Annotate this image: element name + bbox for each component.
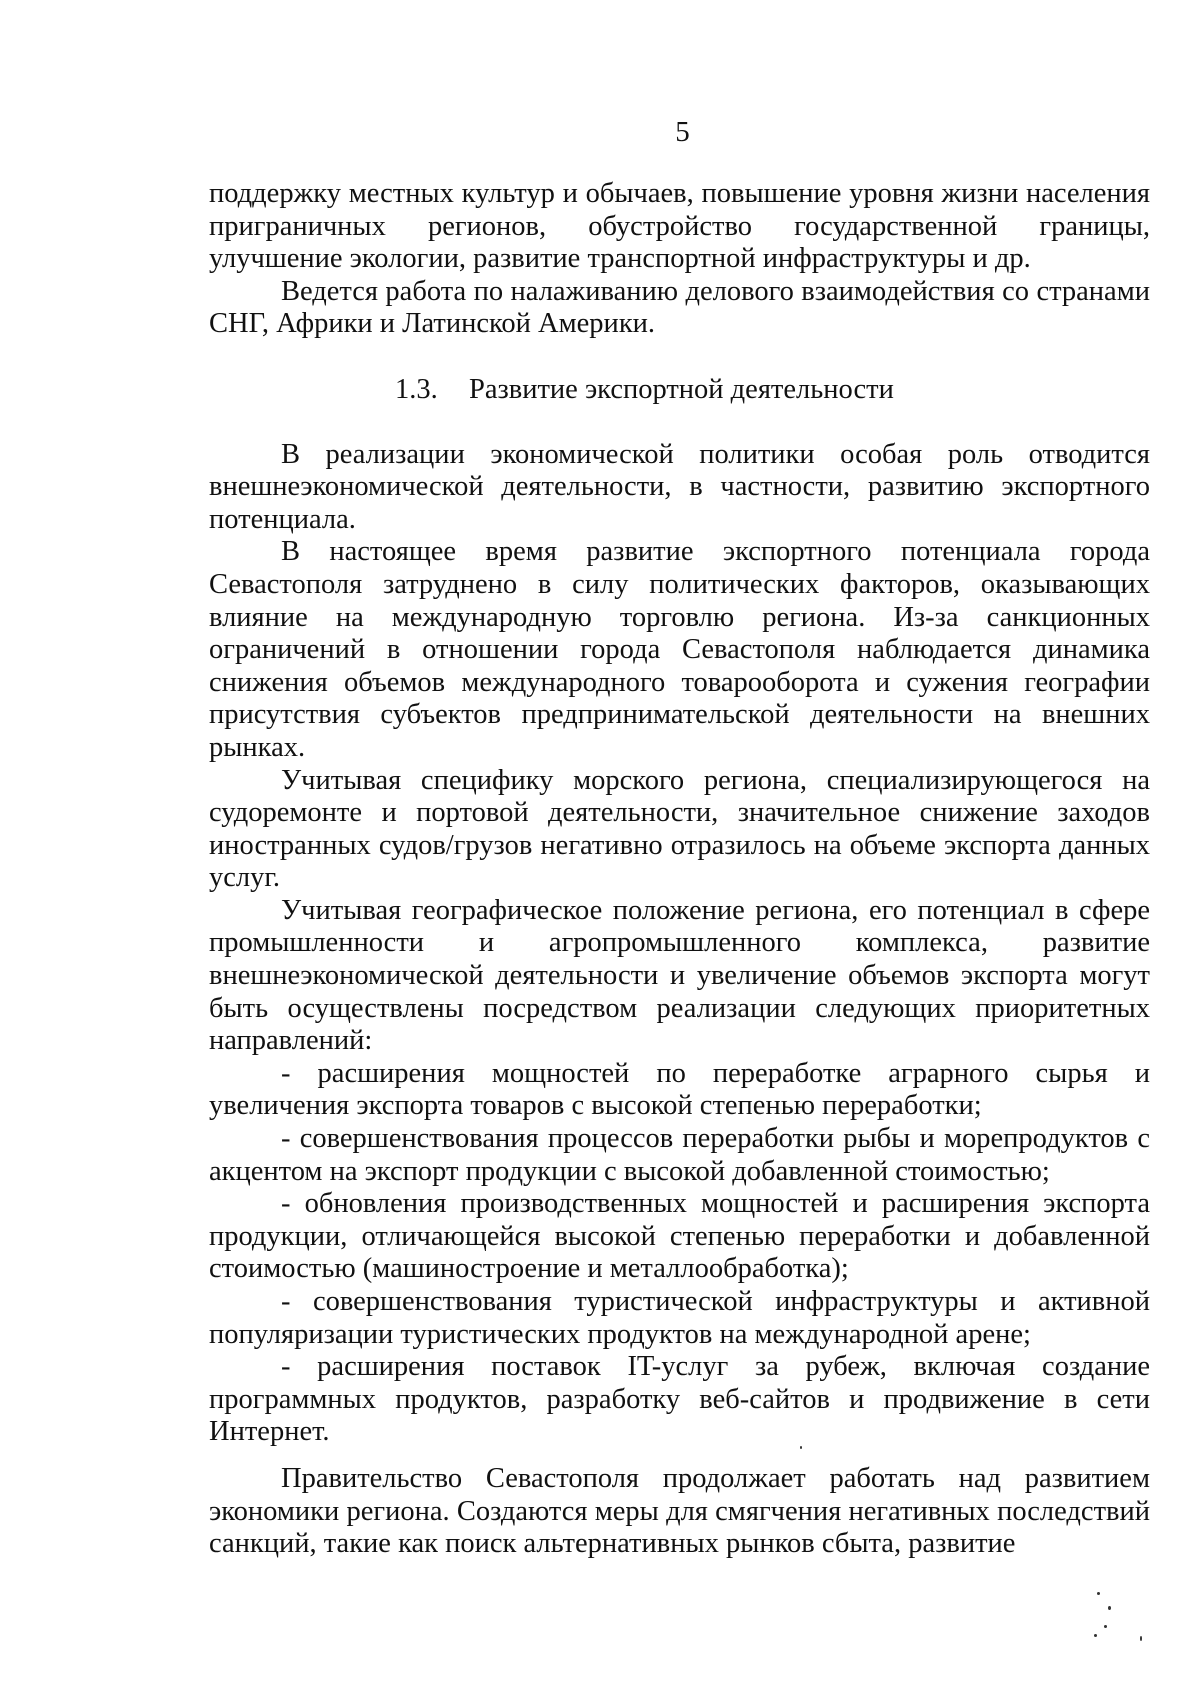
scan-speck bbox=[800, 1446, 802, 1449]
paragraph: Учитывая географическое положение региона, его потенциал в сфере промышленности и агропромышленного комплекса, развитие внешнеэкономической деятельности и увеличение объемов экспорта могут быть осуществлены посредством реализации следующих приоритетных направлений: bbox=[209, 894, 1150, 1057]
paragraph: поддержку местных культур и обычаев, повышение уровня жизни населения приграничных регионов, обустройство государственной границы, улучшение экологии, развитие транспортной инфраструктуры и др. bbox=[209, 178, 1150, 275]
section-title: Развитие экспортной деятельности bbox=[469, 373, 894, 405]
list-item: - обновления производственных мощностей и расширения экспорта продукции, отличающейся высокой степенью переработки и добавленной стоимостью (машиностроение и металлообработка); bbox=[209, 1188, 1150, 1285]
scan-speck bbox=[1094, 1634, 1097, 1637]
document-body bbox=[209, 178, 1150, 1561]
section-heading bbox=[209, 374, 1150, 407]
scan-speck bbox=[1140, 1636, 1142, 1641]
closing-paragraph: Правительство Севастополя продолжает работать над развитием экономики региона. Создаются меры для смягчения негативных последствий санкций, такие как поиск альтернативных рынков сбыта, развитие bbox=[209, 1462, 1150, 1560]
list-item: - расширения мощностей по переработке аграрного сырья и увеличения экспорта товаров с высокой степенью переработки; bbox=[209, 1057, 1150, 1122]
page-number: 5 bbox=[675, 116, 690, 148]
list-item: - совершенствования процессов переработки рыбы и морепродуктов с акцентом на экспорт продукции с высокой добавленной стоимостью; bbox=[209, 1123, 1150, 1187]
paragraph: Учитывая специфику морского региона, специализирующегося на судоремонте и портовой деятельности, значительное снижение заходов иностранных судов/грузов негативно отразилось на объеме экспорта данных услуг. bbox=[209, 764, 1150, 894]
paragraph: В реализации экономической политики особая роль отводится внешнеэкономической деятельности, в частности, развитию экспортного потенциала. bbox=[209, 438, 1150, 535]
scan-speck bbox=[1104, 1625, 1107, 1628]
scan-speck bbox=[1108, 1606, 1111, 1610]
paragraph: Ведется работа по налаживанию делового взаимодействия со странами СНГ, Африки и Латинской Америки. bbox=[209, 275, 1150, 340]
paragraph-gap bbox=[209, 1449, 1150, 1463]
paragraph: В настоящее время развитие экспортного потенциала города Севастополя затруднено в силу политических факторов, оказывающих влияние на международную торговлю региона. Из-за санкционных ограничений в отношении города Севастополя наблюдается динамика снижения объемов международного товарооборота и сужения географии присутствия субъектов предпринимательской деятельности на внешних рынках. bbox=[209, 536, 1150, 763]
section-number: 1.3. bbox=[395, 373, 438, 405]
scan-speck bbox=[1097, 1592, 1100, 1595]
list-item: - расширения поставок IT-услуг за рубеж, включая создание программных продуктов, разработку веб-сайтов и продвижение в сети Интернет. bbox=[209, 1351, 1150, 1448]
list-item: - совершенствования туристической инфраструктуры и активной популяризации туристических продуктов на международной арене; bbox=[209, 1286, 1150, 1350]
